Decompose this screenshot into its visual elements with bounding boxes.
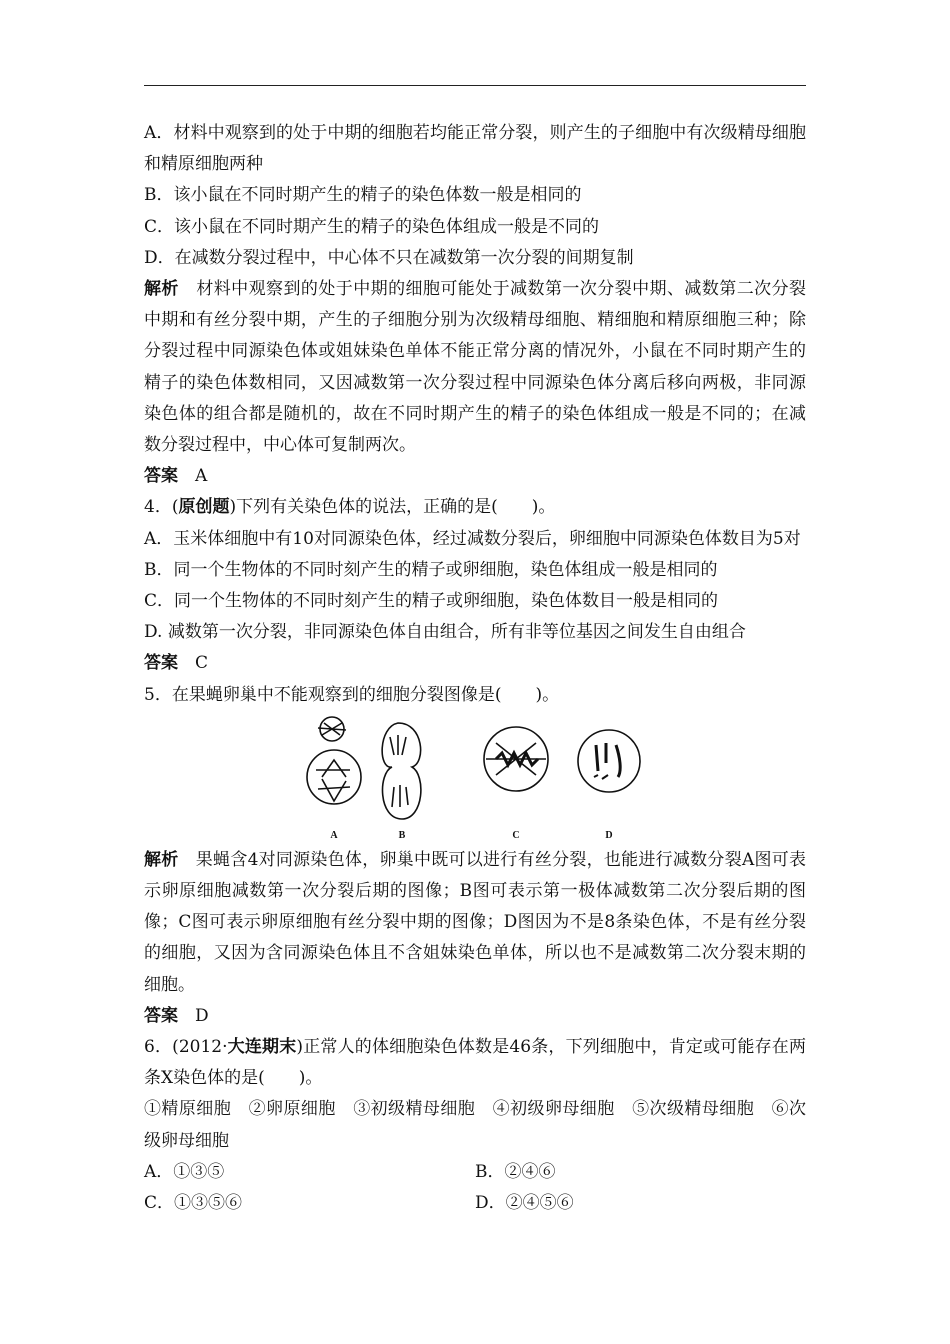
q3-answer xyxy=(144,461,806,492)
answer-label: 答案 xyxy=(144,653,178,674)
q6-option-d: D．②④⑤⑥ xyxy=(475,1193,574,1214)
cell-a-diagram xyxy=(307,717,361,804)
q5-stem: 5．在果蝇卵巢中不能观察到的细胞分裂图像是( )。 xyxy=(144,684,560,705)
q6-stem xyxy=(144,1032,806,1094)
figure-label-d: D xyxy=(605,829,613,841)
cell-c-diagram xyxy=(484,727,548,791)
answer-label: 答案 xyxy=(144,466,178,487)
q4-option-c: C．同一个生物体的不同时刻产生的精子或卵细胞，染色体数目一般是相同的 xyxy=(144,591,719,612)
cell-d-diagram xyxy=(578,730,640,792)
figure-label-a: A xyxy=(330,829,338,841)
q5-analysis xyxy=(144,845,806,1001)
q3-option-c: C．该小鼠在不同时期产生的精子的染色体组成一般是不同的 xyxy=(144,216,600,237)
q6-options-row-2 xyxy=(144,1188,806,1219)
q4-option-a: A．玉米体细胞中有10对同源染色体，经过减数分裂后，卵细胞中同源染色体数目为5对 xyxy=(144,528,801,549)
answer-label: 答案 xyxy=(144,1005,178,1026)
question-tag: 原创题 xyxy=(178,497,230,518)
q3-option-b: B．该小鼠在不同时期产生的精子的染色体数一般是相同的 xyxy=(144,185,582,206)
q4-option-b: B．同一个生物体的不同时刻产生的精子或卵细胞，染色体组成一般是相同的 xyxy=(144,559,718,580)
answer-value: D xyxy=(195,1005,209,1026)
q5-answer xyxy=(144,1001,806,1032)
cell-division-diagrams xyxy=(306,715,646,843)
header-rule xyxy=(144,85,806,86)
q6-option-b: B．②④⑥ xyxy=(475,1161,556,1182)
cell-b-diagram xyxy=(382,723,421,819)
answer-value: A xyxy=(195,466,208,487)
q6-options-row-1 xyxy=(144,1157,806,1188)
analysis-label: 解析 xyxy=(144,849,179,870)
cell-division-figure xyxy=(144,715,806,843)
q6-items: ①精原细胞 ②卵原细胞 ③初级精母细胞 ④初级卵母细胞 ⑤次级精母细胞 ⑥次级卵母细胞 xyxy=(144,1099,806,1151)
analysis-label: 解析 xyxy=(144,279,179,300)
figure-label-b: B xyxy=(398,829,406,841)
question-stem: )正常人的体细胞染色体数是46条，下列细胞中，肯定或可能存在两条X染色体的是( )。 xyxy=(144,1037,806,1089)
question-tag: 大连期末 xyxy=(227,1037,297,1058)
q3-option-d: D．在减数分裂过程中，中心体不只在减数第一次分裂的间期复制 xyxy=(144,247,634,268)
q6-option-a: A．①③⑤ xyxy=(144,1161,225,1182)
q3-option-a: A．材料中观察到的处于中期的细胞若均能正常分裂，则产生的子细胞中有次级精母细胞和精原细胞两种 xyxy=(144,123,806,175)
page-content xyxy=(144,118,806,1219)
analysis-text: 果蝇含4对同源染色体，卵巢中既可以进行有丝分裂，也能进行减数分裂A图可表示卵原细胞减数第一次分裂后期的图像；B图可表示第一极体减数第二次分裂后期的图像；C图可表示卵原细胞有丝分裂中期的图像；D图因为不是8条染色体，不是有丝分裂的细胞，又因为含同源染色体且不含姐妹染色单体，所以也不是减数第二次分裂末期的细胞。 xyxy=(144,849,807,995)
question-number: 6．(2012· xyxy=(144,1037,228,1058)
q4-answer xyxy=(144,648,806,679)
analysis-text: 材料中观察到的处于中期的细胞可能处于减数第一次分裂中期、减数第二次分裂中期和有丝分裂中期，产生的子细胞分别为次级精母细胞、精细胞和精原细胞三种；除分裂过程中同源染色体或姐妹染色单体不能正常分离的情况外，小鼠在不同时期产生的精子的染色体数相同，又因减数第一次分裂过程中同源染色体分离后移向两极，非同源染色体的组合都是随机的，故在不同时期产生的精子的染色体组成一般是不同的；在减数分裂过程中，中心体可复制两次。 xyxy=(144,279,807,456)
figure-label-c: C xyxy=(512,829,520,841)
answer-value: C xyxy=(195,653,209,674)
q4-option-d: D. 减数第一次分裂，非同源染色体自由组合，所有非等位基因之间发生自由组合 xyxy=(144,622,746,643)
q4-stem xyxy=(144,492,806,523)
question-stem: )下列有关染色体的说法，正确的是( )。 xyxy=(229,497,556,518)
question-number: 4．( xyxy=(144,497,179,518)
q6-option-c: C．①③⑤⑥ xyxy=(144,1193,243,1214)
q3-analysis xyxy=(144,274,806,461)
